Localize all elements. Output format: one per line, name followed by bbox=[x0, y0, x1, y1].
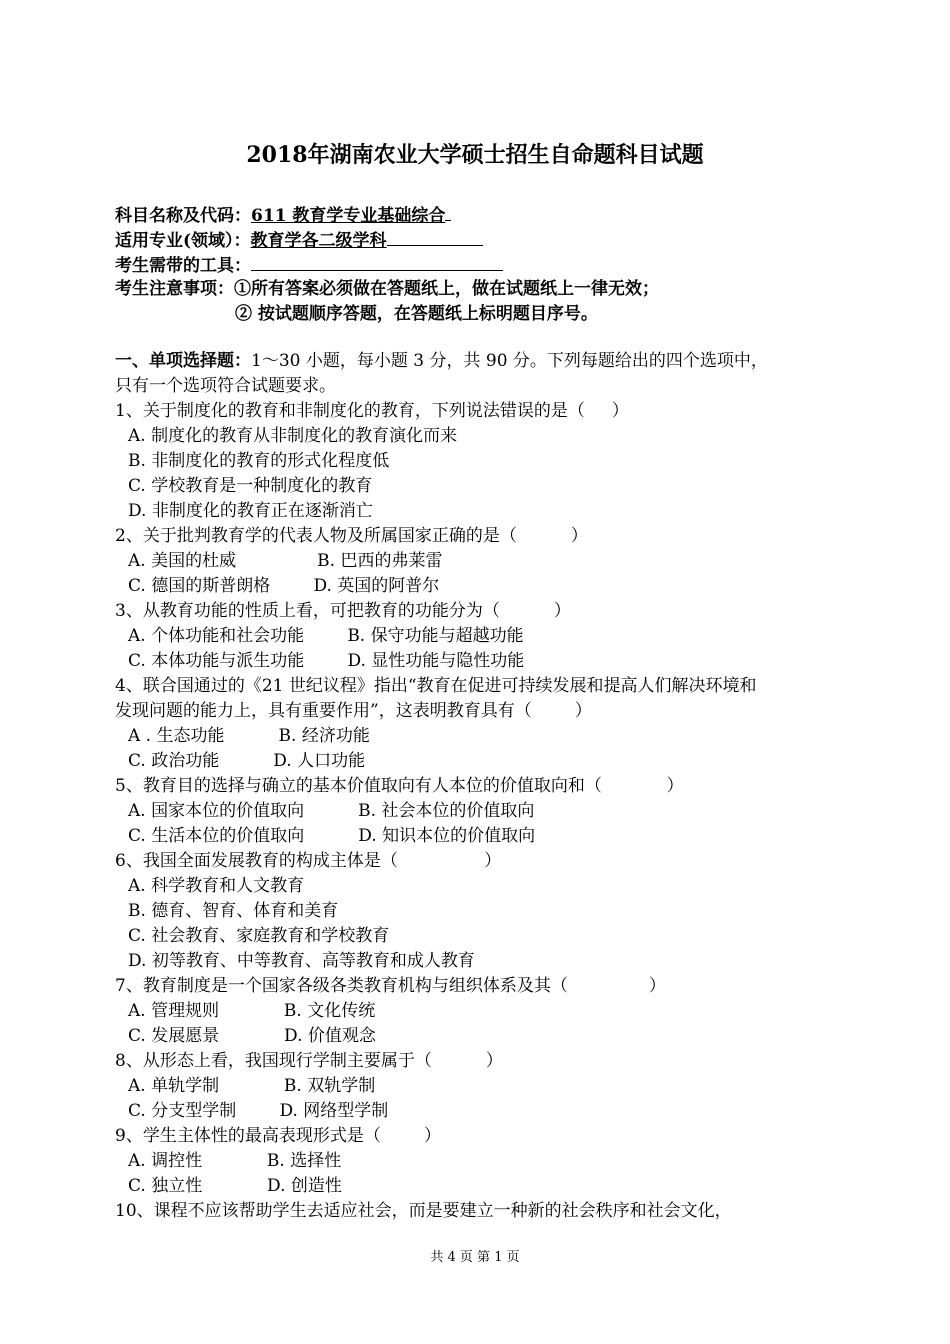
major-blank bbox=[387, 227, 483, 246]
question-options: C. 分支型学制 D. 网络型学制 bbox=[128, 1101, 389, 1121]
question-stem: 6、我国全面发展教育的构成主体是（ ） bbox=[115, 851, 502, 871]
subject-blank bbox=[445, 202, 451, 221]
question-stem: 1、关于制度化的教育和非制度化的教育，下列说法错误的是（ ） bbox=[115, 401, 629, 421]
notice-label: 考生注意事项： bbox=[115, 279, 234, 299]
question-options: D. 初等教育、中等教育、高等教育和成人教育 bbox=[128, 951, 475, 971]
question-stem: 7、教育制度是一个国家各级各类教育机构与组织体系及其（ ） bbox=[115, 976, 666, 996]
question-stem: 9、学生主体性的最高表现形式是（ ） bbox=[115, 1126, 442, 1146]
question-options: C. 学校教育是一种制度化的教育 bbox=[128, 476, 373, 496]
question-options: C. 德国的斯普朗格 D. 英国的阿普尔 bbox=[128, 576, 440, 596]
question-options: C. 社会教育、家庭教育和学校教育 bbox=[128, 926, 390, 946]
question-list bbox=[115, 399, 845, 1224]
section-intro-line-2: 只有一个选项符合试题要求。 bbox=[115, 376, 336, 396]
subject-value: 611 教育学专业基础综合 bbox=[251, 206, 446, 226]
notice-row-2 bbox=[235, 302, 598, 327]
section-intro-1: 1～30 小题，每小题 3 分，共 90 分。下列每题给出的四个选项中， bbox=[251, 351, 768, 371]
tools-label: 考生需带的工具： bbox=[115, 256, 251, 276]
section-heading-line bbox=[115, 349, 845, 374]
major-value: 教育学各二级学科 bbox=[250, 231, 387, 251]
question-stem: 3、从教育功能的性质上看，可把教育的功能分为（ ） bbox=[115, 601, 571, 621]
question-stem: 8、从形态上看，我国现行学制主要属于（ ） bbox=[115, 1051, 503, 1071]
question-options: C. 政治功能 D. 人口功能 bbox=[128, 751, 366, 771]
question-stem: 4、联合国通过的《21 世纪议程》指出“教育在促进可持续发展和提高人们解决环境和 bbox=[115, 676, 757, 696]
question-options: A . 生态功能 B. 经济功能 bbox=[128, 726, 370, 746]
subject-label: 科目名称及代码： bbox=[115, 206, 251, 226]
question-options: C. 发展愿景 D. 价值观念 bbox=[128, 1026, 376, 1046]
major-label: 适用专业(领域）： bbox=[115, 231, 251, 251]
subject-row bbox=[115, 202, 451, 229]
question-stem: 5、教育目的选择与确立的基本价值取向有人本位的价值取向和（ ） bbox=[115, 776, 684, 796]
notice-2: ② 按试题顺序答题，在答题纸上标明题目序号。 bbox=[235, 304, 598, 324]
question-stem: 发现问题的能力上，具有重要作用”，这表明教育具有（ ） bbox=[115, 701, 592, 721]
question-options: B. 非制度化的教育的形式化程度低 bbox=[128, 451, 390, 471]
tools-row bbox=[115, 252, 503, 279]
notice-row bbox=[115, 277, 659, 302]
question-options: A. 科学教育和人文教育 bbox=[128, 876, 305, 896]
page-title: 2018年湖南农业大学硕士招生自命题科目试题 bbox=[246, 142, 704, 168]
major-row bbox=[115, 227, 483, 254]
question-options: A. 制度化的教育从非制度化的教育演化而来 bbox=[128, 426, 458, 446]
question-options: C. 本体功能与派生功能 D. 显性功能与隐性功能 bbox=[128, 651, 525, 671]
question-options: C. 生活本位的价值取向 D. 知识本位的价值取向 bbox=[128, 826, 536, 846]
section-heading: 一、单项选择题： bbox=[115, 351, 251, 371]
question-options: A. 调控性 B. 选择性 bbox=[128, 1151, 342, 1171]
notice-1: ①所有答案必须做在答题纸上，做在试题纸上一律无效； bbox=[234, 279, 659, 299]
question-options: A. 国家本位的价值取向 B. 社会本位的价值取向 bbox=[128, 801, 535, 821]
question-options: A. 美国的杜威 B. 巴西的弗莱雷 bbox=[128, 551, 443, 571]
question-options: B. 德育、智育、体育和美育 bbox=[128, 901, 339, 921]
question-options: C. 独立性 D. 创造性 bbox=[128, 1176, 342, 1196]
question-stem: 10、课程不应该帮助学生去适应社会，而是要建立一种新的社会秩序和社会文化， bbox=[115, 1201, 732, 1221]
question-options: A. 个体功能和社会功能 B. 保守功能与超越功能 bbox=[128, 626, 524, 646]
question-options: A. 单轨学制 B. 双轨学制 bbox=[128, 1076, 376, 1096]
question-content bbox=[115, 349, 845, 1224]
question-options: A. 管理规则 B. 文化传统 bbox=[128, 1001, 376, 1021]
tools-blank bbox=[251, 252, 503, 271]
question-stem: 2、关于批判教育学的代表人物及所属国家正确的是（ ） bbox=[115, 526, 588, 546]
question-options: D. 非制度化的教育正在逐渐消亡 bbox=[128, 501, 373, 521]
page-footer: 共 4 页 第 1 页 bbox=[430, 1250, 520, 1265]
